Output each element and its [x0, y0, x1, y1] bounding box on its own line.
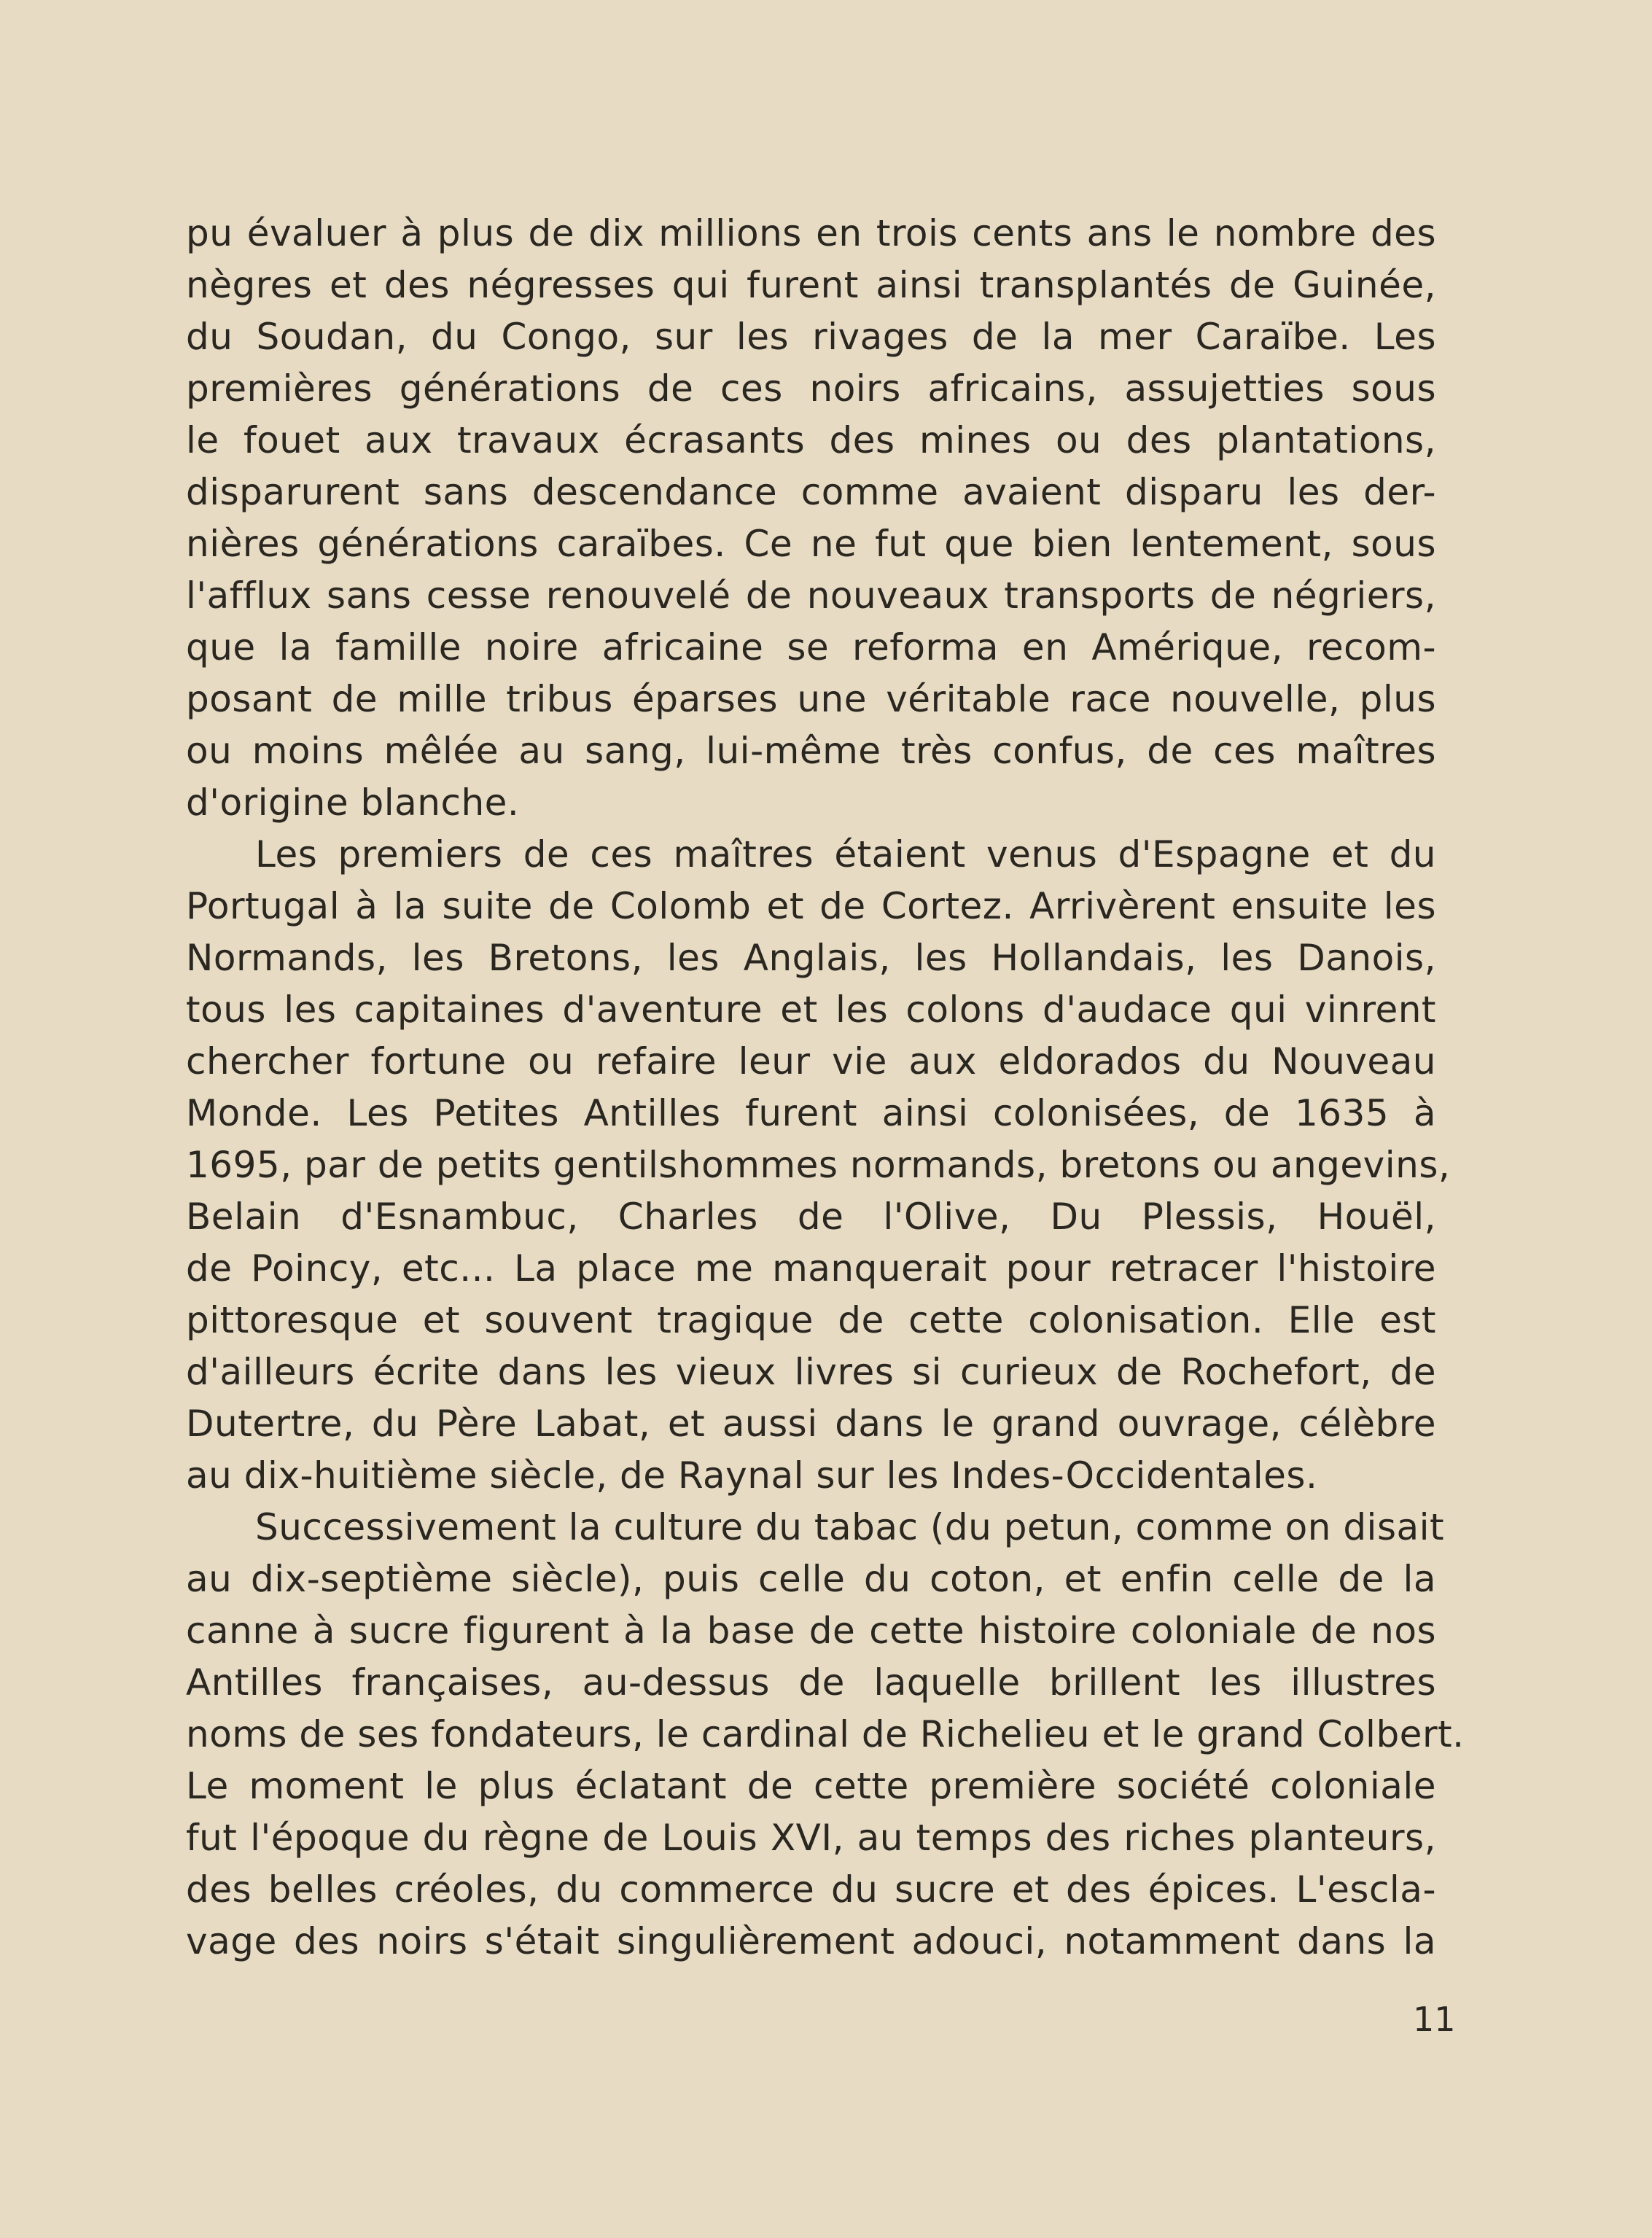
text-line: vage des noirs s'était singulièrement adouci, notamment dans la	[186, 1920, 1436, 1962]
text-line: Dutertre, du Père Labat, et aussi dans le grand ouvrage, célèbre	[186, 1403, 1436, 1445]
text-line: fut l'époque du règne de Louis XVI, au temps des riches planteurs,	[186, 1817, 1436, 1859]
text-line: pu évaluer à plus de dix millions en trois cents ans le nombre des	[186, 212, 1436, 254]
text-line: Normands, les Bretons, les Anglais, les Hollandais, les Danois,	[186, 937, 1436, 979]
paragraph	[186, 1502, 1465, 1968]
text-line: Antilles françaises, au-dessus de laquelle brillent les illustres	[186, 1661, 1436, 1704]
text-line: de Poincy, etc... La place me manquerait pour retracer l'histoire	[186, 1247, 1436, 1290]
text-line: nières générations caraïbes. Ce ne fut que bien lentement, sous	[186, 523, 1436, 565]
text-line: Les premiers de ces maîtres étaient venus d'Espagne et du	[255, 833, 1436, 876]
text-line: canne à sucre figurent à la base de cette histoire coloniale de nos	[186, 1610, 1436, 1652]
text-line: d'ailleurs écrite dans les vieux livres si curieux de Rochefort, de	[186, 1351, 1436, 1393]
text-line: Belain d'Esnambuc, Charles de l'Olive, Du Plessis, Houël,	[186, 1196, 1436, 1238]
text-line: 1695, par de petits gentilshommes normands, bretons ou angevins,	[186, 1144, 1451, 1186]
text-line: Monde. Les Petites Antilles furent ainsi colonisées, de 1635 à	[186, 1092, 1436, 1134]
text-line: Portugal à la suite de Colomb et de Cortez. Arrivèrent ensuite les	[186, 885, 1436, 927]
text-line: chercher fortune ou refaire leur vie aux eldorados du Nouveau	[186, 1040, 1436, 1083]
text-line: au dix-septième siècle), puis celle du coton, et enfin celle de la	[186, 1558, 1436, 1600]
text-line: noms de ses fondateurs, le cardinal de Richelieu et le grand Colbert.	[186, 1713, 1465, 1755]
paragraph	[186, 829, 1451, 1502]
text-line: le fouet aux travaux écrasants des mines ou des plantations,	[186, 419, 1436, 461]
text-line: ou moins mêlée au sang, lui-même très confus, de ces maîtres	[186, 730, 1436, 772]
text-line: Successivement la culture du tabac (du petun, comme on disait	[255, 1506, 1445, 1548]
text-line: nègres et des négresses qui furent ainsi transplantés de Guinée,	[186, 264, 1436, 306]
text-line: posant de mille tribus éparses une véritable race nouvelle, plus	[186, 678, 1436, 720]
paragraph	[186, 208, 1436, 829]
text-line: tous les capitaines d'aventure et les colons d'audace qui vinrent	[186, 989, 1436, 1031]
text-line: au dix-huitième siècle, de Raynal sur les Indes-Occidentales.	[186, 1454, 1318, 1497]
text-line: des belles créoles, du commerce du sucre et des épices. L'escla-	[186, 1868, 1436, 1911]
text-line: disparurent sans descendance comme avaient disparu les der-	[186, 471, 1436, 513]
text-line: du Soudan, du Congo, sur les rivages de la mer Caraïbe. Les	[186, 316, 1436, 358]
text-line: d'origine blanche.	[186, 781, 520, 824]
text-line: l'afflux sans cesse renouvelé de nouveaux transports de négriers,	[186, 574, 1436, 617]
text-line: pittoresque et souvent tragique de cette colonisation. Elle est	[186, 1299, 1436, 1341]
text-line: premières générations de ces noirs africains, assujetties sous	[186, 367, 1436, 410]
text-line: que la famille noire africaine se reforma en Amérique, recom-	[186, 626, 1436, 668]
body-text	[186, 208, 1465, 1968]
text-line: Le moment le plus éclatant de cette première société coloniale	[186, 1765, 1436, 1807]
page-number: 11	[1413, 2000, 1456, 2039]
